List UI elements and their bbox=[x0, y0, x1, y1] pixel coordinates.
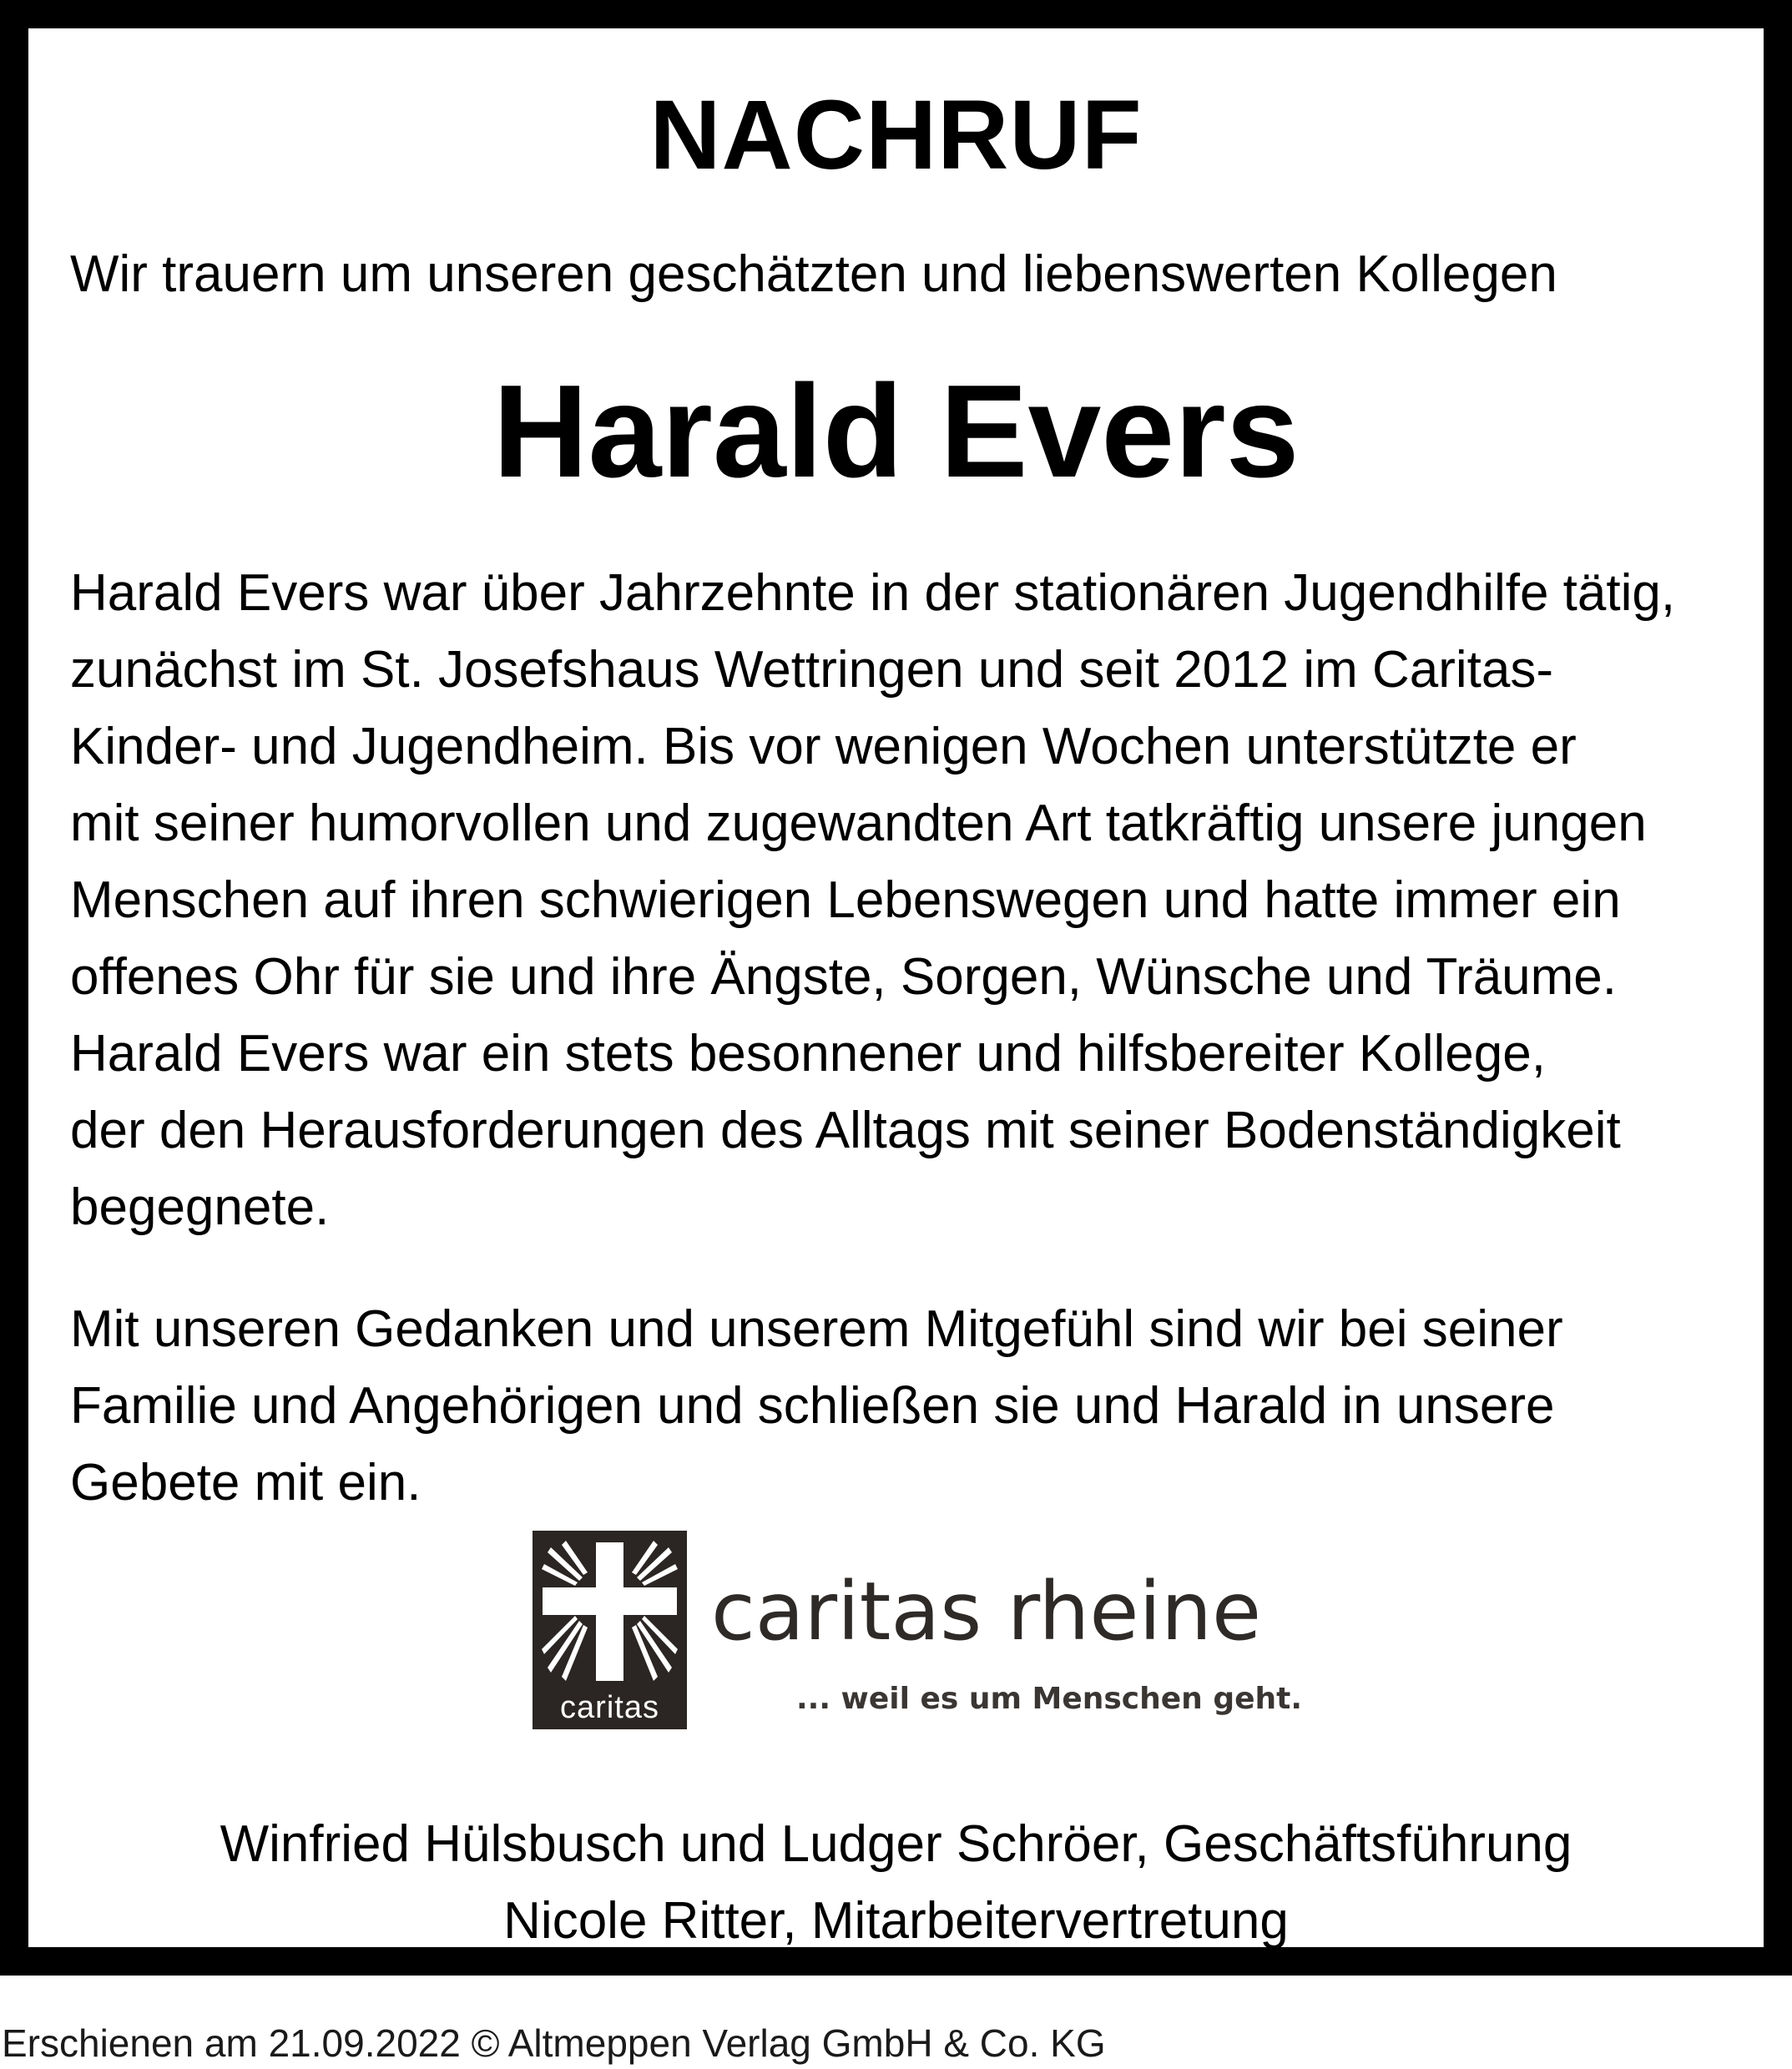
publication-footer: Erschienen am 21.09.2022 © Altmeppen Verlag GmbH & Co. KG bbox=[2, 2021, 1106, 2065]
caritas-cross-icon bbox=[533, 1531, 687, 1729]
caritas-logo bbox=[533, 1531, 1325, 1748]
tribute-line: begegnete. bbox=[70, 1178, 330, 1236]
tribute-paragraph bbox=[70, 555, 1773, 1246]
condolence-line: Familie und Angehörigen und schließen sie und Harald in unsere bbox=[70, 1377, 1555, 1435]
condolence-line: Gebete mit ein. bbox=[70, 1454, 421, 1511]
tribute-line: mit seiner humorvollen und zugewandten Art tatkräftig unsere jungen bbox=[70, 795, 1647, 852]
intro-text: Wir trauern um unseren geschätzten und liebenswerten Kollegen bbox=[70, 245, 1557, 303]
signature-line: Nicole Ritter, Mitarbeitervertretung bbox=[503, 1892, 1289, 1950]
caritas-tagline: ... weil es um Menschen geht. bbox=[796, 1682, 1303, 1716]
caritas-mark-label: caritas bbox=[560, 1690, 659, 1725]
condolence-paragraph bbox=[70, 1291, 1773, 1521]
tribute-line: Menschen auf ihren schwierigen Lebenswegen und hatte immer ein bbox=[70, 871, 1621, 929]
tribute-line: zunächst im St. Josefshaus Wettringen und seit 2012 im Caritas- bbox=[70, 641, 1554, 699]
notice-title: NACHRUF bbox=[649, 80, 1143, 190]
caritas-wordmark: caritas rheine bbox=[711, 1565, 1262, 1658]
tribute-line: Harald Evers war über Jahrzehnte in der stationären Jugendhilfe tätig, bbox=[70, 564, 1676, 622]
tribute-line: der den Herausforderungen des Alltags mit seiner Bodenständigkeit bbox=[70, 1102, 1621, 1159]
tribute-line: Kinder- und Jugendheim. Bis vor wenigen Wochen unterstützte er bbox=[70, 718, 1577, 775]
signature-block bbox=[28, 1806, 1764, 1960]
deceased-name: Harald Evers bbox=[492, 358, 1300, 505]
signature-line: Winfried Hülsbusch und Ludger Schröer, Geschäftsführung bbox=[220, 1815, 1572, 1873]
caritas-cross-graphic bbox=[533, 1531, 687, 1689]
tribute-line: Harald Evers war ein stets besonnener und hilfsbereiter Kollege, bbox=[70, 1025, 1546, 1082]
condolence-line: Mit unseren Gedanken und unserem Mitgefühl sind wir bei seiner bbox=[70, 1300, 1563, 1358]
tribute-line: offenes Ohr für sie und ihre Ängste, Sorgen, Wünsche und Träume. bbox=[70, 948, 1618, 1006]
